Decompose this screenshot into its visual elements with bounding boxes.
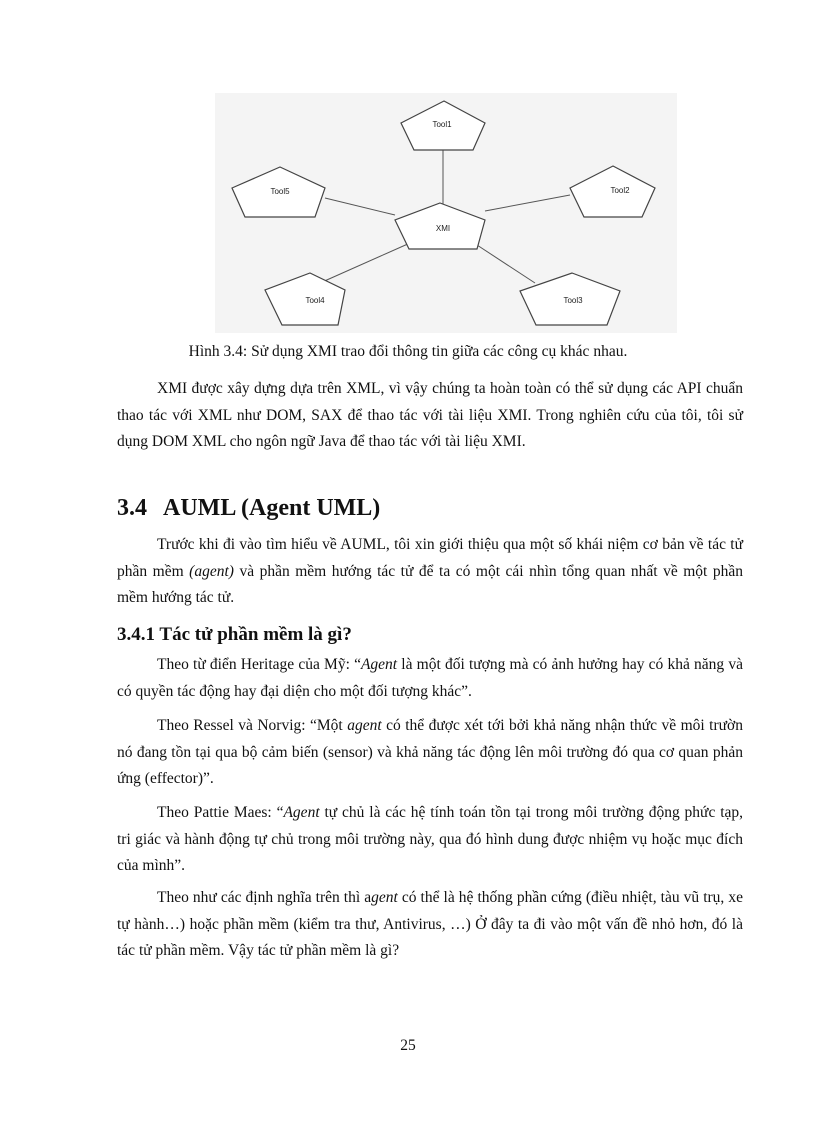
subsection-heading: 3.4.1 Tác tử phần mềm là gì? <box>117 624 352 645</box>
xmi-diagram <box>215 93 677 333</box>
section-heading <box>117 495 380 522</box>
text-run: có thể là hệ thống phần cứng (điều nhiệt, tàu vũ trụ, xe tự hành…) hoặc phần mềm (kiểm tra thư, Antivirus, …) Ở đây ta đi vào một vấn đề nhỏ hơn, đó là tác tử phần mềm. Vậy tác tử phần mềm là gì? <box>117 889 743 959</box>
text-run: Trước khi đi vào tìm hiểu về AUML, tôi xin giới thiệu qua một số khái niệm cơ bản về tác tử phần mềm <box>117 536 743 580</box>
edge-xmi-tool2 <box>485 195 570 211</box>
node-tool4-label: Tool4 <box>305 296 325 305</box>
paragraph-heritage <box>117 652 743 705</box>
text-run: Theo từ điển Heritage của Mỹ: “ <box>157 656 361 673</box>
text-run: và phần mềm hướng tác tử để ta có một cái nhìn tổng quan nhất về một phần mềm hướng tác tử. <box>117 562 743 606</box>
node-tool5-label: Tool5 <box>270 187 290 196</box>
text-run: có thể được xét tới bởi khả năng nhận thức về môi trườn nó đang tồn tại qua bộ cảm biến (sensor) và khả năng tác động lên môi trường đó qua cơ quan phản ứng (effector)”. <box>117 717 743 787</box>
italic-run: Agent <box>360 656 398 673</box>
paragraph-xmi-xml: XMI được xây dựng dựa trên XML, vì vậy chúng ta hoàn toàn có thể sử dụng các API chuẩn thao tác với XML như DOM, SAX để thao tác với tài liệu XMI. Trong nghiên cứu của tôi, tôi sử dụng DOM XML cho ngôn ngữ Java để thao tác với tài liệu XMI. <box>117 380 743 450</box>
italic-run: agent <box>347 717 382 734</box>
text-run: Theo như các định nghĩa trên thì a <box>157 889 372 906</box>
edge-xmi-tool3 <box>477 245 535 283</box>
node-xmi-label: XMI <box>435 224 451 233</box>
edge-xmi-tool5 <box>325 198 395 215</box>
node-tool3-label: Tool3 <box>563 296 583 305</box>
text-run: Theo Ressel và Norvig: “Một <box>157 717 348 734</box>
text-run: Theo Pattie Maes: “ <box>157 804 284 821</box>
xmi-diagram-svg <box>215 93 677 333</box>
text-run: là một đối tượng mà có ảnh hưởng hay có khả năng và có quyền tác động hay đại diện cho một đối tượng khác”. <box>117 656 743 700</box>
section-number: 3.4 <box>117 495 147 521</box>
section-title: AUML (Agent UML) <box>163 495 381 521</box>
text-run: tự chủ là các hệ tính toán tồn tại trong môi trường động phức tạp, tri giác và hành động tự chủ trong môi trường này, qua đó hình dung được nhiệm vụ hoặc mục đích của mình”. <box>117 804 743 874</box>
edge-xmi-tool4 <box>320 243 410 283</box>
italic-run: Agent <box>283 804 320 821</box>
paragraph-ressel-norvig <box>117 713 743 793</box>
paragraph-intro-auml <box>117 532 743 612</box>
paragraph-definitions-summary <box>117 885 743 965</box>
paragraph-pattie-maes <box>117 800 743 880</box>
figure-caption: Hình 3.4: Sử dụng XMI trao đổi thông tin giữa các công cụ khác nhau. <box>188 343 628 360</box>
node-tool1-label: Tool1 <box>432 120 452 129</box>
italic-run: gent <box>371 889 398 906</box>
italic-run: (agent) <box>189 562 234 580</box>
node-tool2-label: Tool2 <box>610 186 630 195</box>
page-number: 25 <box>400 1037 416 1054</box>
